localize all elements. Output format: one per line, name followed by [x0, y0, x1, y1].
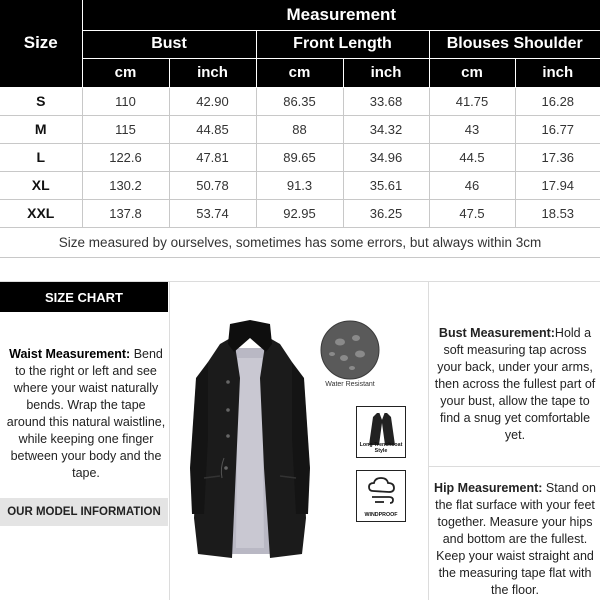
size-header: Size	[0, 0, 82, 87]
long-trenchcoat-label: Long Trenchcoat Style	[359, 442, 403, 454]
table-row	[0, 115, 600, 143]
bust-header: Bust	[82, 30, 256, 58]
blouses-shoulder-header: Blouses Shoulder	[429, 30, 600, 58]
waist-title: Waist Measurement:	[9, 347, 131, 361]
unit-header: cm	[429, 58, 515, 87]
table-cell: 33.68	[343, 87, 429, 115]
table-cell: 42.90	[169, 87, 256, 115]
table-cell: 17.94	[515, 171, 600, 199]
table-cell: 16.77	[515, 115, 600, 143]
model-information: OUR MODEL INFORMATION	[0, 498, 168, 526]
unit-header: cm	[256, 58, 343, 87]
table-cell: 34.32	[343, 115, 429, 143]
unit-header: inch	[515, 58, 600, 87]
table-cell: 86.35	[256, 87, 343, 115]
table-cell: 17.36	[515, 143, 600, 171]
hip-title: Hip Measurement:	[434, 481, 543, 495]
size-cell: XXL	[0, 199, 82, 227]
water-resistant-swatch	[320, 320, 380, 380]
table-cell: 122.6	[82, 143, 169, 171]
table-row	[0, 143, 600, 171]
table-cell: 44.85	[169, 115, 256, 143]
bust-measurement	[430, 325, 600, 444]
measurement-note: Size measured by ourselves, sometimes has some errors, but always within 3cm	[0, 227, 600, 257]
table-row	[0, 199, 600, 227]
table-row	[0, 87, 600, 115]
divider	[428, 466, 600, 467]
table-cell: 47.5	[429, 199, 515, 227]
table-cell: 110	[82, 87, 169, 115]
table-cell: 35.61	[343, 171, 429, 199]
table-cell: 50.78	[169, 171, 256, 199]
front-length-header: Front Length	[256, 30, 429, 58]
table-cell: 91.3	[256, 171, 343, 199]
table-cell: 41.75	[429, 87, 515, 115]
jacket-image	[190, 318, 310, 562]
table-cell: 46	[429, 171, 515, 199]
hip-measurement	[430, 480, 600, 599]
windproof-label: WINDPROOF	[364, 512, 398, 518]
table-cell: 92.95	[256, 199, 343, 227]
wind-cloud-icon	[367, 475, 397, 509]
table-cell: 43	[429, 115, 515, 143]
table-cell: 53.74	[169, 199, 256, 227]
table-cell: 36.25	[343, 199, 429, 227]
table-cell: 47.81	[169, 143, 256, 171]
long-trenchcoat-badge	[356, 406, 406, 458]
measurement-header: Measurement	[82, 0, 600, 30]
table-cell: 16.28	[515, 87, 600, 115]
windproof-badge	[356, 470, 406, 522]
table-cell: 34.96	[343, 143, 429, 171]
waist-measurement	[6, 346, 166, 482]
unit-header: inch	[169, 58, 256, 87]
size-chart-header: SIZE CHART	[0, 282, 168, 312]
bust-title: Bust Measurement:	[438, 326, 555, 340]
hip-body: Stand on the flat surface with your feet together. Measure your hips and bottom are the fullest. Keep your waist straight and the measuring tape flat with the floor.	[435, 481, 596, 597]
table-cell: 115	[82, 115, 169, 143]
table-cell: 137.8	[82, 199, 169, 227]
size-cell: XL	[0, 171, 82, 199]
divider	[169, 282, 170, 600]
size-table	[0, 0, 600, 258]
table-cell: 89.65	[256, 143, 343, 171]
table-cell: 18.53	[515, 199, 600, 227]
unit-header: cm	[82, 58, 169, 87]
size-cell: L	[0, 143, 82, 171]
unit-header: inch	[343, 58, 429, 87]
size-cell: M	[0, 115, 82, 143]
table-cell: 130.2	[82, 171, 169, 199]
water-resistant-label: Water Resistant	[325, 381, 375, 388]
divider	[428, 282, 429, 600]
table-cell: 44.5	[429, 143, 515, 171]
waist-body: Bend to the right or left and see where your waist naturally bends. Wrap the tape around this natural waistline, while keeping one finger between your body and the tape.	[6, 347, 166, 480]
bust-body: Hold a soft measuring tap across your back, under your arms, then across the fullest part of your bust, allow the tape to find a snug yet comfortable yet.	[434, 326, 596, 442]
size-cell: S	[0, 87, 82, 115]
table-row	[0, 171, 600, 199]
table-cell: 88	[256, 115, 343, 143]
